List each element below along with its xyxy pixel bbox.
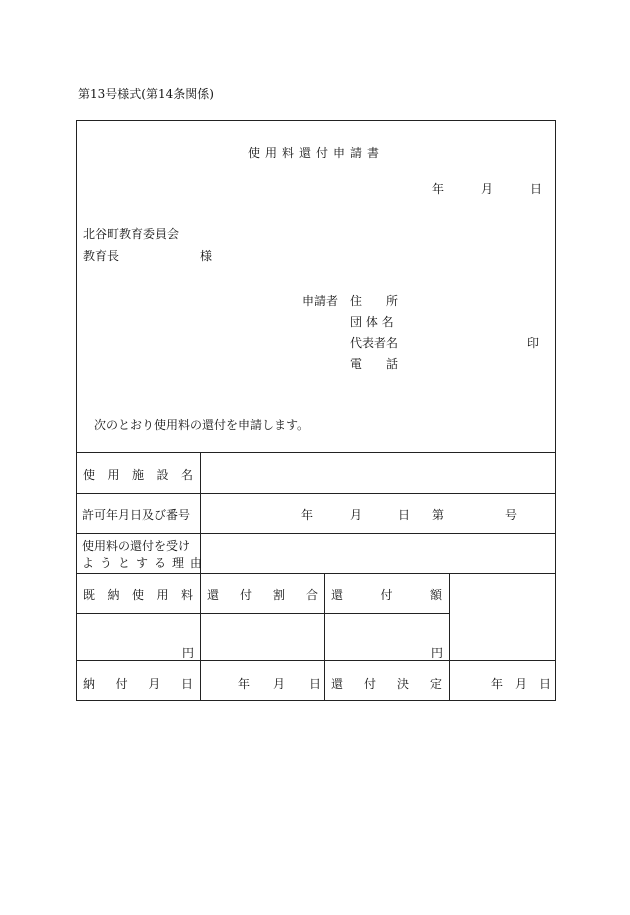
col-line-label: [200, 452, 201, 701]
header-month: 月: [481, 182, 494, 196]
refund-rate-label: 還 付 割 合: [207, 588, 318, 602]
form-number: 第13号様式(第14条関係): [78, 87, 214, 101]
payment-day: 日: [309, 677, 322, 691]
representative-label: 代表者名: [350, 336, 399, 350]
address-label: 住 所: [350, 294, 399, 308]
row-line-2: [76, 533, 556, 534]
form-title: 使用料還付申請書: [248, 146, 385, 160]
refund-reason-label-line1: 使用料の還付を受け: [82, 539, 191, 553]
permit-number-prefix: 第: [432, 508, 445, 522]
decision-day: 日: [539, 677, 552, 691]
header-day: 日: [530, 182, 543, 196]
paid-fee-label: 既 納 使 用 料: [83, 588, 193, 602]
row-line-3: [76, 573, 556, 574]
row-line-1: [76, 493, 556, 494]
refund-amount-yen-unit: 円: [431, 646, 444, 660]
request-statement: 次のとおり使用料の還付を申請します。: [94, 418, 310, 432]
applicant-label: 申請者: [302, 294, 339, 308]
permit-month: 月: [350, 508, 363, 522]
col-line-right: [449, 573, 450, 701]
row-line-4: [76, 613, 449, 614]
refund-decision-label: 還 付 決 定: [331, 677, 442, 691]
refund-reason-label-line2: ようとする理由: [82, 556, 209, 570]
table-top-line: [76, 452, 556, 453]
phone-label: 電 話: [350, 357, 399, 371]
payment-date-label: 納 付 月 日: [83, 677, 193, 691]
permit-date-number-label: 許可年月日及び番号: [82, 508, 191, 522]
seal-label: 印: [527, 336, 540, 350]
payment-month: 月: [273, 677, 286, 691]
addressee-board: 北谷町教育委員会: [83, 227, 180, 241]
header-year: 年: [432, 182, 445, 196]
permit-number-suffix: 号: [505, 508, 518, 522]
refund-amount-label: 還 付 額: [331, 588, 442, 602]
col-line-mid: [324, 573, 325, 701]
decision-year: 年: [491, 677, 504, 691]
decision-month: 月: [515, 677, 528, 691]
permit-day: 日: [398, 508, 411, 522]
facility-name-label: 使 用 施 設 名: [83, 468, 193, 482]
payment-year: 年: [238, 677, 251, 691]
permit-year: 年: [301, 508, 314, 522]
paid-fee-yen-unit: 円: [182, 646, 195, 660]
addressee-honorific: 様: [200, 249, 213, 263]
addressee-title: 教育長: [83, 249, 120, 263]
organization-label: 団 体 名: [350, 315, 394, 329]
row-line-5: [76, 660, 556, 661]
